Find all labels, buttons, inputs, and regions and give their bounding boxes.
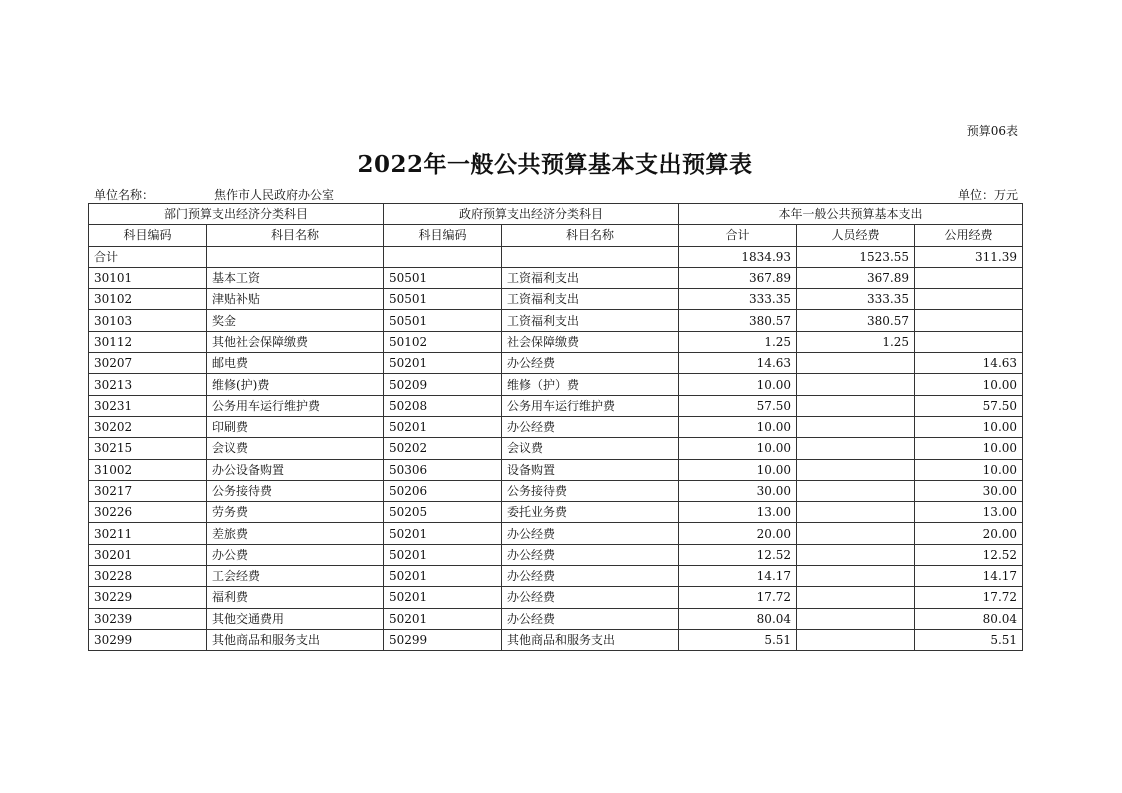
cell-gov-code: 50201 [384,566,502,587]
total-row-personnel: 1523.55 [797,246,915,267]
cell-personnel [797,395,915,416]
cell-gov-name: 办公经费 [502,587,679,608]
cell-personnel [797,502,915,523]
col-header-dept-code: 科目编码 [89,225,207,246]
cell-dept-name: 办公设备购置 [207,459,384,480]
cell-gov-name: 其他商品和服务支出 [502,629,679,650]
cell-personnel [797,544,915,565]
table-row [89,438,1023,459]
cell-dept-code: 30202 [89,416,207,437]
cell-public [915,310,1023,331]
cell-personnel [797,608,915,629]
total-row-total: 1834.93 [679,246,797,267]
cell-dept-name: 津贴补贴 [207,289,384,310]
cell-gov-name: 办公经费 [502,608,679,629]
cell-dept-code: 30101 [89,267,207,288]
group-header-row [89,204,1023,225]
cell-gov-code: 50501 [384,289,502,310]
cell-public [915,289,1023,310]
cell-gov-name: 社会保障缴费 [502,331,679,352]
cell-dept-name: 基本工资 [207,267,384,288]
table-row [89,608,1023,629]
cell-gov-name: 工资福利支出 [502,310,679,331]
cell-gov-code: 50201 [384,416,502,437]
cell-public: 12.52 [915,544,1023,565]
col-header-gov-name: 科目名称 [502,225,679,246]
table-row [89,374,1023,395]
cell-total: 10.00 [679,438,797,459]
cell-gov-code: 50205 [384,502,502,523]
cell-gov-code: 50201 [384,544,502,565]
cell-public: 10.00 [915,374,1023,395]
table-row [89,395,1023,416]
cell-gov-name: 会议费 [502,438,679,459]
cell-dept-code: 30213 [89,374,207,395]
cell-gov-name: 公务接待费 [502,480,679,501]
cell-total: 57.50 [679,395,797,416]
cell-gov-name: 委托业务费 [502,502,679,523]
cell-gov-name: 办公经费 [502,353,679,374]
total-row-blank [502,246,679,267]
cell-personnel [797,438,915,459]
cell-dept-name: 劳务费 [207,502,384,523]
cell-total: 13.00 [679,502,797,523]
cell-gov-code: 50501 [384,310,502,331]
cell-public: 30.00 [915,480,1023,501]
budget-table [88,203,1023,651]
col-header-total: 合计 [679,225,797,246]
cell-total: 14.63 [679,353,797,374]
cell-gov-code: 50501 [384,267,502,288]
cell-public: 13.00 [915,502,1023,523]
cell-total: 367.89 [679,267,797,288]
cell-total: 5.51 [679,629,797,650]
cell-gov-code: 50102 [384,331,502,352]
cell-personnel: 333.35 [797,289,915,310]
cell-public: 14.17 [915,566,1023,587]
cell-public: 80.04 [915,608,1023,629]
form-number: 预算06表 [966,124,1018,138]
cell-public [915,267,1023,288]
cell-dept-code: 30217 [89,480,207,501]
cell-public: 14.63 [915,353,1023,374]
cell-personnel: 1.25 [797,331,915,352]
cell-total: 12.52 [679,544,797,565]
cell-gov-code: 50209 [384,374,502,395]
cell-dept-code: 30201 [89,544,207,565]
cell-gov-code: 50201 [384,587,502,608]
table-row [89,289,1023,310]
cell-public: 10.00 [915,416,1023,437]
table-row [89,331,1023,352]
table-row [89,523,1023,544]
group-header-expense: 本年一般公共预算基本支出 [679,204,1023,225]
cell-public [915,331,1023,352]
cell-public: 10.00 [915,438,1023,459]
total-row-public: 311.39 [915,246,1023,267]
cell-public: 20.00 [915,523,1023,544]
cell-total: 14.17 [679,566,797,587]
cell-personnel [797,459,915,480]
cell-public: 10.00 [915,459,1023,480]
cell-total: 20.00 [679,523,797,544]
cell-dept-code: 30226 [89,502,207,523]
cell-gov-name: 设备购置 [502,459,679,480]
table-row [89,629,1023,650]
cell-personnel [797,629,915,650]
cell-gov-code: 50299 [384,629,502,650]
cell-personnel [797,587,915,608]
cell-dept-code: 30215 [89,438,207,459]
cell-personnel [797,353,915,374]
group-header-dept: 部门预算支出经济分类科目 [89,204,384,225]
cell-personnel [797,374,915,395]
cell-gov-name: 工资福利支出 [502,267,679,288]
cell-dept-code: 30103 [89,310,207,331]
table-row [89,544,1023,565]
cell-dept-name: 其他社会保障缴费 [207,331,384,352]
col-header-public: 公用经费 [915,225,1023,246]
cell-gov-name: 办公经费 [502,544,679,565]
total-row-blank [207,246,384,267]
unit-name-value: 焦作市人民政府办公室 [214,188,335,202]
cell-dept-name: 邮电费 [207,353,384,374]
cell-total: 10.00 [679,459,797,480]
cell-dept-name: 维修(护)费 [207,374,384,395]
cell-dept-code: 30211 [89,523,207,544]
cell-gov-code: 50208 [384,395,502,416]
cell-dept-name: 印刷费 [207,416,384,437]
cell-dept-name: 其他交通费用 [207,608,384,629]
cell-public: 5.51 [915,629,1023,650]
money-unit-label: 单位：万元 [957,188,1018,202]
cell-total: 30.00 [679,480,797,501]
cell-personnel [797,416,915,437]
cell-total: 10.00 [679,416,797,437]
cell-gov-name: 维修（护）费 [502,374,679,395]
total-row-label: 合计 [89,246,207,267]
table-row [89,310,1023,331]
col-header-gov-code: 科目编码 [384,225,502,246]
total-row [89,246,1023,267]
cell-gov-name: 办公经费 [502,566,679,587]
cell-personnel [797,480,915,501]
total-row-blank [384,246,502,267]
cell-dept-code: 30102 [89,289,207,310]
cell-total: 10.00 [679,374,797,395]
cell-gov-code: 50201 [384,353,502,374]
cell-dept-code: 30207 [89,353,207,374]
group-header-gov: 政府预算支出经济分类科目 [384,204,679,225]
cell-gov-name: 办公经费 [502,523,679,544]
cell-gov-name: 公务用车运行维护费 [502,395,679,416]
cell-dept-code: 30112 [89,331,207,352]
cell-dept-name: 办公费 [207,544,384,565]
cell-dept-code: 30231 [89,395,207,416]
cell-gov-code: 50306 [384,459,502,480]
cell-gov-code: 50201 [384,523,502,544]
table-row [89,416,1023,437]
cell-dept-code: 30229 [89,587,207,608]
cell-total: 17.72 [679,587,797,608]
cell-gov-code: 50201 [384,608,502,629]
cell-public: 57.50 [915,395,1023,416]
cell-dept-name: 工会经费 [207,566,384,587]
cell-dept-name: 会议费 [207,438,384,459]
cell-total: 80.04 [679,608,797,629]
cell-dept-name: 公务用车运行维护费 [207,395,384,416]
cell-dept-code: 31002 [89,459,207,480]
cell-dept-name: 公务接待费 [207,480,384,501]
column-header-row [89,225,1023,246]
col-header-personnel: 人员经费 [797,225,915,246]
table-row [89,267,1023,288]
cell-dept-name: 奖金 [207,310,384,331]
cell-total: 380.57 [679,310,797,331]
cell-gov-name: 工资福利支出 [502,289,679,310]
table-row [89,353,1023,374]
table-row [89,566,1023,587]
cell-personnel [797,566,915,587]
cell-dept-code: 30299 [89,629,207,650]
col-header-dept-name: 科目名称 [207,225,384,246]
cell-dept-code: 30228 [89,566,207,587]
table-row [89,480,1023,501]
table-row [89,587,1023,608]
page-title: 2022年一般公共预算基本支出预算表 [357,151,753,178]
cell-dept-code: 30239 [89,608,207,629]
cell-personnel: 380.57 [797,310,915,331]
table-row [89,502,1023,523]
cell-dept-name: 差旅费 [207,523,384,544]
cell-total: 333.35 [679,289,797,310]
cell-public: 17.72 [915,587,1023,608]
cell-gov-name: 办公经费 [502,416,679,437]
cell-dept-name: 福利费 [207,587,384,608]
table-row [89,459,1023,480]
cell-dept-name: 其他商品和服务支出 [207,629,384,650]
cell-total: 1.25 [679,331,797,352]
cell-gov-code: 50202 [384,438,502,459]
cell-gov-code: 50206 [384,480,502,501]
cell-personnel: 367.89 [797,267,915,288]
unit-name-label: 单位名称： [94,188,155,202]
cell-personnel [797,523,915,544]
